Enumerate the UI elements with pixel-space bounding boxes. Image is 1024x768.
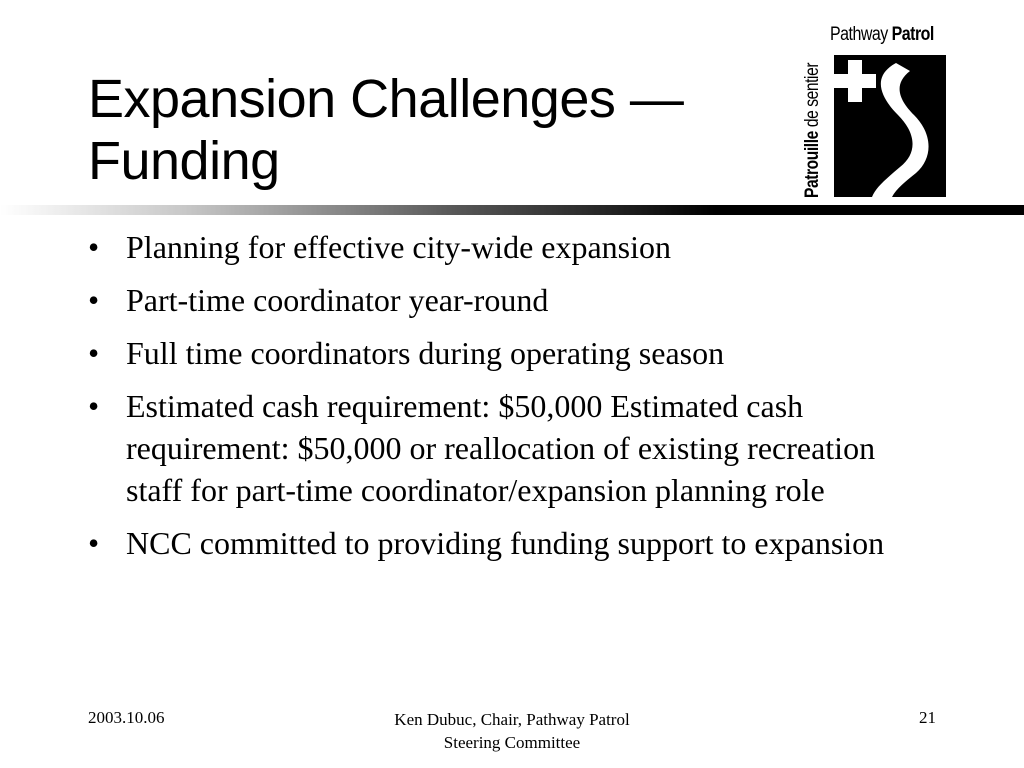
bullet-item [88, 385, 908, 511]
bullet-item [88, 522, 908, 564]
title-divider-rule [0, 205, 1024, 215]
bullet-glyph: • [88, 335, 100, 371]
slide-title-line-1: Expansion Challenges — [88, 69, 684, 129]
logo-vertical-text [802, 63, 824, 198]
footer-author [362, 708, 662, 754]
logo-word-patrouille: Patrouille [802, 131, 823, 198]
logo-word-de-sentier: de sentier [802, 62, 823, 128]
cross-and-winding-path-icon [834, 55, 946, 197]
footer-author-line-1: Ken Dubuc, Chair, Pathway Patrol [394, 710, 630, 729]
bullet-text: Planning for effective city-wide expansion [126, 229, 672, 265]
bullet-glyph: • [88, 282, 100, 318]
bullet-item [88, 279, 908, 321]
logo-wordmark [830, 24, 934, 46]
page-number: 21 [919, 708, 936, 727]
bullet-text: Estimated cash requirement: $50,000 Estimated cash requirement: $50,000 or reallocation of existing recreation staff for part-time coordinator/expansion planning role [126, 388, 876, 508]
logo-word-pathway: Pathway [830, 24, 888, 45]
bullet-text: Full time coordinators during operating season [126, 335, 725, 371]
slide-title [88, 68, 808, 192]
logo-word-patrol: Patrol [891, 24, 934, 45]
pathway-patrol-logo [800, 22, 950, 200]
bullet-glyph: • [88, 525, 100, 561]
footer-date: 2003.10.06 [88, 708, 165, 727]
footer-author-line-2: Steering Committee [443, 733, 581, 752]
bullet-glyph: • [88, 388, 100, 424]
bullet-glyph: • [88, 229, 100, 265]
slide-title-line-2: Funding [88, 131, 280, 191]
bullet-item [88, 332, 908, 374]
bullet-text: NCC committed to providing funding support to expansion [126, 525, 885, 561]
bullet-text: Part-time coordinator year-round [126, 282, 549, 318]
bullet-item [88, 226, 908, 268]
bullet-list [88, 226, 908, 575]
